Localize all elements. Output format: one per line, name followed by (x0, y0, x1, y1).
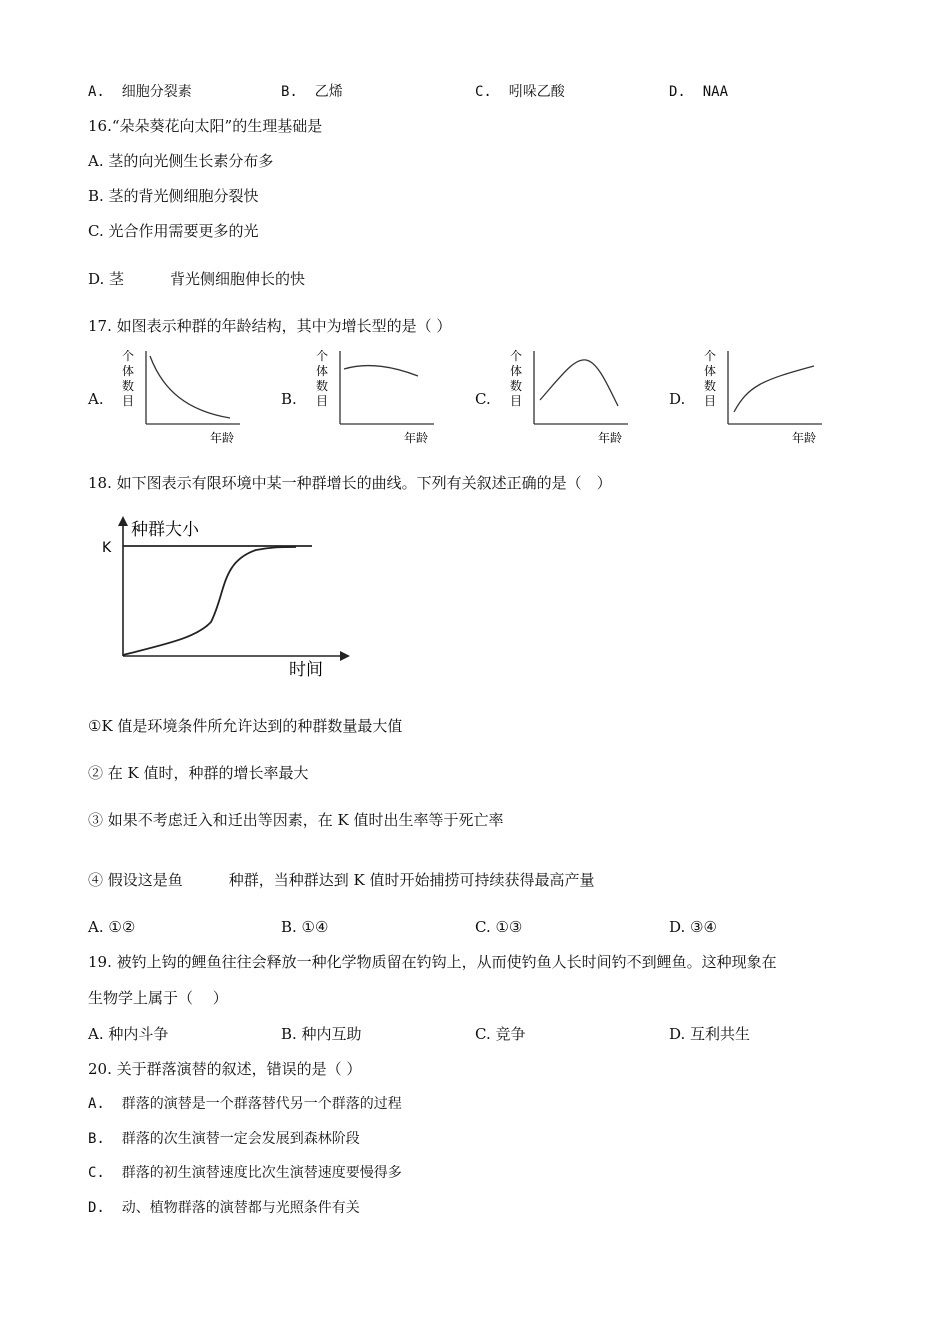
q17-curve-b (344, 365, 418, 376)
q17-curve-c (540, 360, 618, 406)
q20-option-b: B. 群落的次生演替一定会发展到森林阶段 (88, 1131, 360, 1147)
q17-ylabel-b-0: 个 (316, 349, 329, 363)
q15-option-c: C. 吲哚乙酸 (475, 84, 565, 100)
q17-ylabel-a-0: 个 (122, 349, 135, 363)
q17-xlabel-a: 年龄 (210, 431, 235, 445)
q17-ylabel-b-1: 体 (316, 364, 329, 378)
q15-option-b: B. 乙烯 (281, 84, 343, 100)
q18-statement-1: ①K 值是环境条件所允许达到的种群数量最大值 (88, 717, 403, 735)
q17-stem: 17. 如图表示种群的年龄结构，其中为增长型的是（ ） (88, 317, 452, 335)
y-axis-arrow-icon (118, 516, 128, 526)
s-curve (123, 547, 296, 655)
q16-option-a: A. 茎的向光侧生长素分布多 (88, 152, 274, 170)
q17-graph-c (506, 346, 636, 446)
q19-stem-line1: 19. 被钓上钩的鲤鱼往往会释放一种化学物质留在钓钩上，从而使钓鱼人长时间钓不到鲤鱼。这种现象在 (88, 953, 777, 971)
q18-option-c: C. ①③ (475, 918, 523, 936)
q17-ylabel-d-2: 数 (704, 379, 717, 393)
q17-ylabel-d-0: 个 (704, 349, 717, 363)
q19-option-d: D. 互利共生 (669, 1025, 751, 1043)
q17-ylabel-c-1: 体 (510, 364, 523, 378)
q18-ylabel: 种群大小 (131, 520, 199, 540)
q17-ylabel-b-2: 数 (316, 379, 329, 393)
q18-option-a: A. ①② (88, 918, 136, 936)
q18-statement-4 (88, 870, 595, 890)
q17-label-d: D. (669, 390, 686, 408)
q18-option-d: D. ③④ (669, 918, 717, 936)
q17-ylabel-d-1: 体 (704, 364, 717, 378)
q16-option-d-post: 背光侧细胞伸长的快 (170, 270, 306, 288)
q16-option-d (88, 269, 305, 289)
q18-statement-4-pre: ④ 假设这是鱼 (88, 871, 183, 889)
q16-option-d-pre: D. 茎 (88, 270, 125, 288)
q17-graph-b (312, 346, 442, 446)
q17-graph-a (118, 346, 248, 446)
q17-graph-d (700, 346, 830, 446)
q19-stem-line2: 生物学上属于（ ） (88, 989, 228, 1007)
q20-stem: 20. 关于群落演替的叙述，错误的是（ ） (88, 1060, 362, 1078)
q16-stem: 16.“朵朵葵花向太阳”的生理基础是 (88, 117, 323, 135)
q19-option-b: B. 种内互助 (281, 1025, 362, 1043)
q17-ylabel-b-3: 目 (316, 394, 329, 408)
q15-option-a: A. 细胞分裂素 (88, 84, 192, 100)
q18-statement-4-post: 种群，当种群达到 K 值时开始捕捞可持续获得最高产量 (228, 871, 595, 889)
q17-ylabel-c-0: 个 (510, 349, 523, 363)
q17-ylabel-d-3: 目 (704, 394, 717, 408)
q17-xlabel-c: 年龄 (598, 431, 623, 445)
q17-curve-a (150, 356, 230, 418)
q17-xlabel-b: 年龄 (404, 431, 429, 445)
q17-ylabel-a-1: 体 (122, 364, 135, 378)
q19-option-c: C. 竞争 (475, 1025, 526, 1043)
q18-statement-3: ③ 如果不考虑迁入和迁出等因素，在 K 值时出生率等于死亡率 (88, 811, 504, 829)
q15-option-d: D. NAA (669, 84, 729, 100)
q18-xlabel: 时间 (289, 660, 323, 680)
q18-option-b: B. ①④ (281, 918, 329, 936)
q20-option-d: D. 动、植物群落的演替都与光照条件有关 (88, 1200, 360, 1216)
q16-option-b: B. 茎的背光侧细胞分裂快 (88, 187, 259, 205)
q17-label-b: B. (281, 390, 297, 408)
q16-option-c: C. 光合作用需要更多的光 (88, 222, 259, 240)
q18-statement-2: ② 在 K 值时，种群的增长率最大 (88, 764, 309, 782)
q20-option-a: A. 群落的演替是一个群落替代另一个群落的过程 (88, 1096, 402, 1112)
q17-curve-d (734, 366, 814, 412)
q18-stem: 18. 如下图表示有限环境中某一种群增长的曲线。下列有关叙述正确的是（ ） (88, 474, 612, 492)
q18-k-label: K (102, 540, 112, 556)
q20-option-c: C. 群落的初生演替速度比次生演替速度要慢得多 (88, 1165, 402, 1181)
q17-ylabel-a-2: 数 (122, 379, 135, 393)
q17-xlabel-d: 年龄 (792, 431, 817, 445)
q17-ylabel-a-3: 目 (122, 394, 135, 408)
q18-logistic-graph (96, 512, 366, 682)
q17-ylabel-c-3: 目 (510, 394, 523, 408)
q17-ylabel-c-2: 数 (510, 379, 523, 393)
q19-option-a: A. 种内斗争 (88, 1025, 169, 1043)
q17-label-a: A. (88, 390, 104, 408)
q17-label-c: C. (475, 390, 491, 408)
x-axis-arrow-icon (340, 651, 350, 661)
